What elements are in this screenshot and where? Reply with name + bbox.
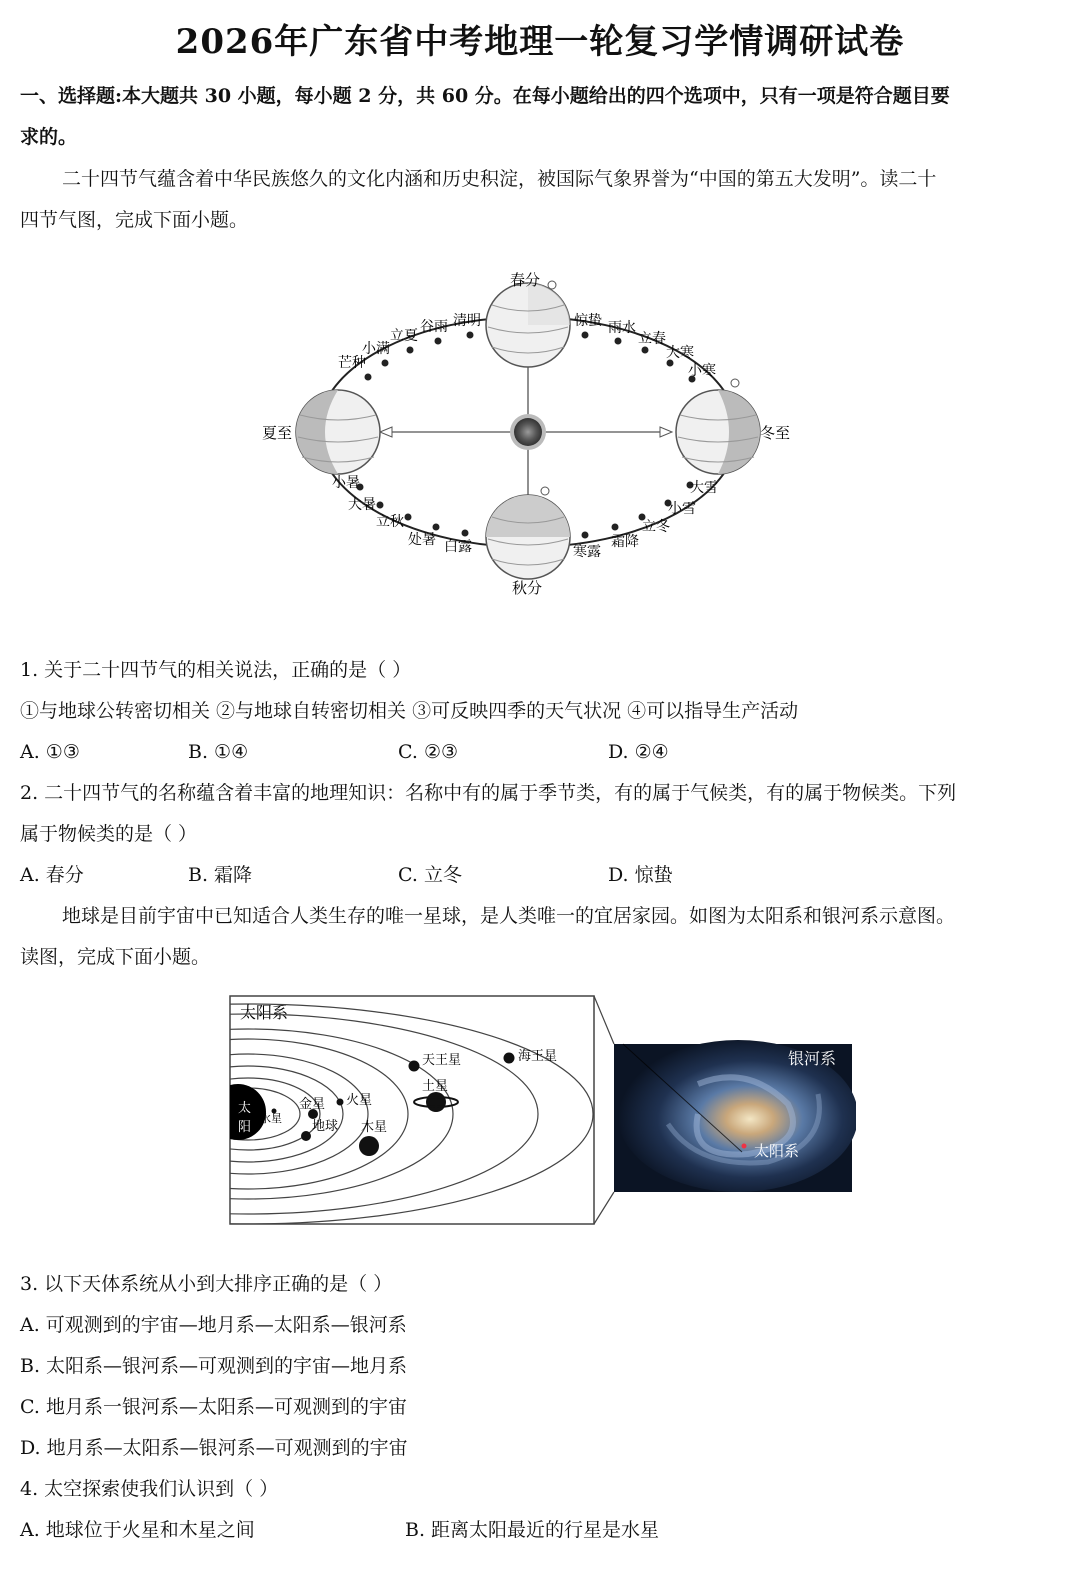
q3-option-b[interactable]: B. 太阳系—银河系—可观测到的宇宙—地月系 (20, 1355, 408, 1377)
q3-option-c[interactable]: C. 地月系一银河系—太阳系—可观测到的宇宙 (20, 1396, 407, 1418)
planet-label: 地球 (312, 1119, 339, 1134)
solar-system-marker-label: 太阳系 (754, 1142, 800, 1160)
section-heading-line2: 求的。 (20, 126, 78, 148)
globe-spring-equinox (486, 281, 570, 367)
planet-label: 水星 (260, 1112, 282, 1125)
q2-option-c[interactable]: C. 立冬 (398, 864, 462, 886)
term-label: 小雪 (668, 501, 696, 517)
intro1-line2: 四节气图，完成下面小题。 (20, 209, 249, 231)
solar-system-box-label: 太阳系 (240, 1003, 289, 1022)
intro2-line2: 读图，完成下面小题。 (20, 946, 211, 968)
q4-option-a[interactable]: A. 地球位于火星和木星之间 (20, 1519, 255, 1541)
term-label: 立夏 (390, 328, 418, 344)
earth-icon (301, 1131, 311, 1141)
planet-label: 火星 (346, 1093, 373, 1108)
section-heading-line1: 一、选择题:本大题共 30 小题，每小题 2 分，共 60 分。在每小题给出的四个选项中，只有一项是符合题目要 (20, 85, 950, 107)
sun-label-1: 太 (238, 1101, 252, 1116)
term-label: 芒种 (338, 355, 366, 371)
term-label: 小暑 (332, 475, 360, 491)
q1-option-c[interactable]: C. ②③ (398, 741, 459, 763)
galaxy-label: 银河系 (788, 1049, 837, 1068)
planet-label: 金星 (299, 1097, 326, 1112)
term-label: 寒露 (573, 544, 601, 560)
q1-option-b[interactable]: B. ①④ (188, 741, 249, 763)
page-title: 2026年广东省中考地理一轮复习学情调研试卷 (175, 22, 905, 62)
mars-icon (337, 1099, 344, 1106)
q3-option-a[interactable]: A. 可观测到的宇宙—地月系—太阳系—银河系 (20, 1314, 407, 1336)
q4-stem: 4. 太空探索使我们认识到（ ） (20, 1478, 279, 1500)
q1-stem: 1. 关于二十四节气的相关说法，正确的是（ ） (20, 659, 412, 681)
planet-label: 海王星 (518, 1049, 558, 1064)
q2-stem-line2: 属于物候类的是（ ） (20, 823, 198, 845)
neptune-icon (504, 1053, 515, 1064)
term-label: 小满 (362, 341, 390, 357)
sun-icon (510, 414, 546, 450)
term-label: 立冬 (642, 519, 670, 535)
label-autumn: 秋分 (512, 579, 543, 597)
q1-option-d[interactable]: D. ②④ (608, 741, 669, 763)
intro2-line1: 地球是目前宇宙中已知适合人类生存的唯一星球，是人类唯一的宜居家园。如图为太阳系和银河系示意图。 (62, 905, 956, 927)
term-label: 立秋 (376, 514, 404, 530)
globe-summer-solstice (296, 390, 380, 474)
q3-stem: 3. 以下天体系统从小到大排序正确的是（ ） (20, 1273, 393, 1295)
solar-system-figure (228, 994, 856, 1228)
q2-option-a[interactable]: A. 春分 (20, 864, 84, 886)
q3-option-d[interactable]: D. 地月系—太阳系—银河系—可观测到的宇宙 (20, 1437, 408, 1459)
q4-option-b[interactable]: B. 距离太阳最近的行星是水星 (405, 1519, 660, 1541)
term-label: 白露 (444, 539, 472, 555)
term-label: 惊蛰 (574, 313, 602, 329)
term-label: 处暑 (408, 532, 436, 548)
term-label: 清明 (453, 313, 481, 329)
planet-label: 土星 (422, 1079, 449, 1094)
q2-option-d[interactable]: D. 惊蛰 (608, 864, 673, 886)
label-summer: 夏至 (262, 424, 293, 442)
planet-label: 天王星 (422, 1053, 462, 1068)
term-label: 立春 (638, 331, 666, 347)
q1-items: ①与地球公转密切相关 ②与地球自转密切相关 ③可反映四季的天气状况 ④可以指导生产活动 (20, 700, 799, 722)
term-label: 大雪 (690, 480, 718, 496)
term-label: 霜降 (611, 534, 639, 550)
label-winter: 冬至 (760, 424, 791, 442)
q2-option-b[interactable]: B. 霜降 (188, 864, 253, 886)
q1-option-a[interactable]: A. ①③ (20, 741, 80, 763)
term-label: 大暑 (348, 497, 376, 513)
uranus-icon (409, 1061, 420, 1072)
term-label: 小寒 (688, 363, 716, 379)
solar-terms-diagram (240, 255, 820, 610)
globe-autumn-equinox (486, 487, 570, 579)
intro1-line1: 二十四节气蕴含着中华民族悠久的文化内涵和历史积淀，被国际气象界誉为“中国的第五大发明”。读二十 (62, 168, 937, 190)
q2-stem-line1: 2. 二十四节气的名称蕴含着丰富的地理知识：名称中有的属于季节类，有的属于气候类，有的属于物候类。下列 (20, 782, 957, 804)
planet-label: 木星 (361, 1120, 388, 1135)
label-spring: 春分 (510, 271, 541, 289)
sun-label-2: 阳 (238, 1120, 252, 1135)
term-label: 雨水 (608, 320, 636, 336)
term-label: 大寒 (666, 345, 694, 361)
globe-winter-solstice (676, 379, 760, 474)
term-label: 谷雨 (420, 319, 448, 335)
jupiter-icon (359, 1136, 379, 1156)
